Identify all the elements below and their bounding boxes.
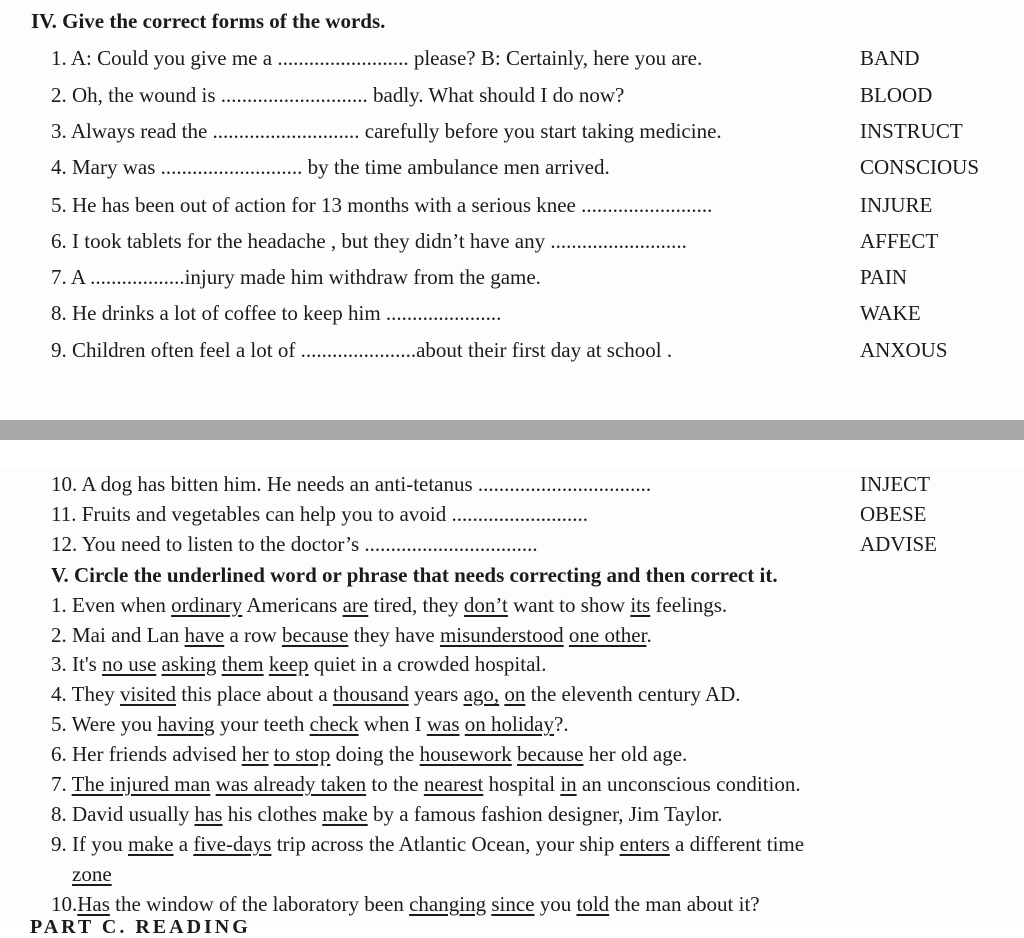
text-segment: the eleventh century AD. [525,682,741,706]
underlined-segment: thousand [332,682,409,706]
underlined-segment: on holiday [464,712,554,736]
underlined-segment: five-days [193,832,272,856]
underlined-segment: nearest [423,772,484,796]
exercise-item-9: 9. Children often feel a lot of ......................about their first day at school . [51,338,673,362]
page-divider [0,420,1024,440]
text-segment: the man about it? [609,892,760,916]
underlined-segment: them [221,652,264,676]
text-segment: a different time [669,832,805,856]
underlined-segment: keep [268,652,309,676]
underlined-segment: on [504,682,526,706]
correction-item-7 [51,771,801,797]
text-segment: ?. [554,712,569,736]
underlined-segment: The injured man [71,772,211,796]
word-hint-1: BAND [860,46,920,70]
text-segment: quiet in a crowded hospital. [308,652,547,676]
underlined-segment: one other [568,623,647,647]
text-segment: 6. Her friends advised [51,742,242,766]
exercise-item-5: 5. He has been out of action for 13 months with a serious knee ......................... [51,193,713,217]
page-gap [0,440,1024,468]
underlined-segment: was already taken [215,772,367,796]
text-segment: 1. Even when [51,593,172,617]
text-segment: tired, they [368,593,464,617]
text-segment: years [408,682,464,706]
text-segment: when I [358,712,427,736]
underlined-segment: having [157,712,215,736]
underlined-segment: its [630,593,651,617]
text-segment: 9. If you [51,832,128,856]
text-segment: to the [366,772,424,796]
correction-item-3 [51,651,546,677]
underlined-segment: has [194,802,223,826]
exercise-item-6: 6. I took tablets for the headache , but they didn’t have any .......................... [51,229,687,253]
underlined-segment: told [576,892,610,916]
underlined-segment: to stop [273,742,331,766]
text-segment: your teeth [214,712,310,736]
text-segment: 3. It's [51,652,103,676]
word-hint-2: BLOOD [860,83,933,107]
text-segment: a [173,832,194,856]
word-hint-7: PAIN [860,265,908,289]
text-segment: trip across the Atlantic Ocean, your ship [271,832,620,856]
correction-item-2 [51,622,652,648]
text-segment: they have [348,623,440,647]
underlined-segment: make [322,802,368,826]
text-segment: a row [224,623,282,647]
underlined-segment: because [517,742,584,766]
word-hint-11: OBESE [860,502,927,526]
word-hint-6: AFFECT [860,229,939,253]
text-segment: Americans [242,593,343,617]
underlined-segment: have [184,623,225,647]
text-segment: hospital [483,772,561,796]
exercise-item-4: 4. Mary was ........................... by the time ambulance men arrived. [51,155,610,179]
text-segment: 2. Mai and Lan [51,623,185,647]
part-c-heading-cropped [30,916,275,938]
underlined-segment: her [241,742,269,766]
exercise-item-7: 7. A ..................injury made him withdraw from the game. [51,265,541,289]
text-segment: by a famous fashion designer, Jim Taylor. [367,802,723,826]
text-segment: you [534,892,577,916]
exercise-item-1: 1. A: Could you give me a ......................... please? B: Certainly, here you are. [51,46,703,70]
correction-item-9 [51,831,804,857]
correction-item-6 [51,741,687,767]
underlined-segment: check [309,712,359,736]
exercise-item-12: 12. You need to listen to the doctor’s ................................. [51,532,538,556]
text-segment: 4. They [51,682,121,706]
underlined-segment: visited [120,682,177,706]
underlined-segment: ordinary [171,593,243,617]
text-segment: want to show [507,593,631,617]
underlined-segment: since [491,892,535,916]
word-hint-10: INJECT [860,472,930,496]
underlined-segment: misunderstood [439,623,564,647]
text-segment: an unconscious condition. [576,772,801,796]
word-hint-4: CONSCIOUS [860,155,980,179]
correction-item-9-continued [51,861,112,887]
underlined-segment: changing [409,892,487,916]
underlined-segment: was [426,712,460,736]
word-hint-8: WAKE [860,301,921,325]
underlined-segment: are [342,593,369,617]
underlined-segment: enters [619,832,670,856]
exercise-item-2: 2. Oh, the wound is ............................ badly. What should I do now? [51,83,625,107]
underlined-segment: no use [102,652,157,676]
text-segment: 7. [51,772,72,796]
section-5-heading: V. Circle the underlined word or phrase that needs correcting and then correct it. [51,563,778,587]
underlined-segment: housework [419,742,512,766]
underlined-segment: because [281,623,349,647]
text-segment [51,862,72,886]
word-hint-9: ANXOUS [860,338,948,362]
text-segment: feelings. [650,593,728,617]
word-hint-3: INSTRUCT [860,119,963,143]
exercise-item-11: 11. Fruits and vegetables can help you to avoid .......................... [51,502,588,526]
underlined-segment: make [128,832,174,856]
exercise-item-10: 10. A dog has bitten him. He needs an anti-tetanus ................................. [51,472,652,496]
part-c-heading-text: PART C. READING [30,916,251,938]
word-hint-5: INJURE [860,193,933,217]
exercise-item-3: 3. Always read the ............................ carefully before you start taking medicine. [51,119,722,143]
text-segment: this place about a [176,682,333,706]
text-segment: his clothes [222,802,323,826]
underlined-segment: don’t [463,593,508,617]
text-segment: doing the [330,742,420,766]
correction-item-5 [51,711,569,737]
correction-item-4 [51,681,741,707]
text-segment: the window of the laboratory been [109,892,410,916]
underlined-segment: in [560,772,577,796]
underlined-segment: ago, [463,682,500,706]
underlined-segment: zone [72,862,112,886]
correction-item-1 [51,592,727,618]
correction-item-10 [51,891,760,917]
underlined-segment: Has [77,892,110,916]
text-segment: her old age. [583,742,688,766]
word-hint-12: ADVISE [860,532,937,556]
section-4-heading: IV. Give the correct forms of the words. [31,9,386,33]
text-segment: 10. [51,892,78,916]
correction-item-8 [51,801,723,827]
text-segment: . [646,623,652,647]
exercise-item-8: 8. He drinks a lot of coffee to keep him ...................... [51,301,502,325]
underlined-segment: asking [161,652,217,676]
text-segment: 8. David usually [51,802,195,826]
text-segment: 5. Were you [51,712,158,736]
